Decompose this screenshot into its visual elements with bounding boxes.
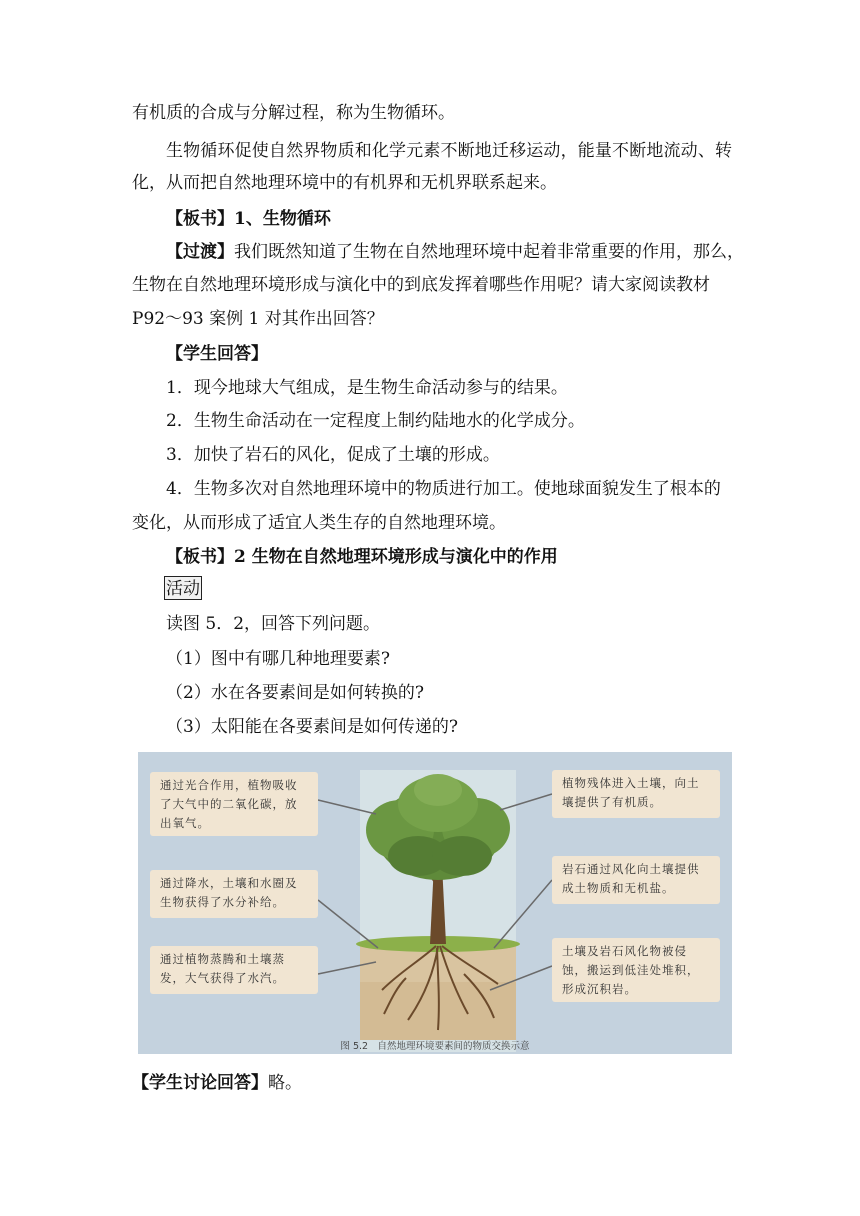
transition-text: 我们既然知道了生物在自然地理环境中起着非常重要的作用，那么， <box>234 242 744 262</box>
figure-material-exchange <box>138 752 732 1054</box>
transition-line3: P92～93 案例 1 对其作出回答？ <box>132 309 384 329</box>
read-figure-instruction: 读图 5．2，回答下列问题。 <box>166 614 381 634</box>
paragraph-bio-cycle-definition: 有机质的合成与分解过程，称为生物循环。 <box>132 103 455 123</box>
activity-label: 活动 <box>164 576 202 600</box>
callout-rock-weathering: 岩石通过风化向土壤提供成土物质和无机盐。 <box>552 856 720 904</box>
student-answer-title: 【学生回答】 <box>166 344 268 364</box>
discussion-text: 略。 <box>268 1073 302 1093</box>
callout-transpiration: 通过植物蒸腾和土壤蒸发，大气获得了水汽。 <box>150 946 318 994</box>
answer-item-2: 2．生物生命活动在一定程度上制约陆地水的化学成分。 <box>166 411 585 431</box>
paragraph-text: 生物循环促使自然界物质和化学元素不断地迁移运动，能量不断地流动、转 <box>166 141 732 161</box>
question-2: （2）水在各要素间是如何转换的? <box>166 683 424 703</box>
callout-erosion-deposition: 土壤及岩石风化物被侵蚀，搬运到低洼处堆积，形成沉积岩。 <box>552 938 720 1002</box>
callout-plant-residue: 植物残体进入土壤，向土壤提供了有机质。 <box>552 770 720 818</box>
answer-item-4-line1: 4．生物多次对自然地理环境中的物质进行加工。使地球面貌发生了根本的 <box>166 479 721 499</box>
discussion-tag: 【学生讨论回答】 <box>132 1073 268 1093</box>
answer-item-4-line2: 变化，从而形成了适宜人类生存的自然地理环境。 <box>132 513 506 533</box>
figure-caption: 图 5.2 自然地理环境要素间的物质交换示意 <box>340 1041 530 1052</box>
transition-line2: 生物在自然地理环境形成与演化中的到底发挥着哪些作用呢？请大家阅读教材 <box>132 275 710 295</box>
board-heading-1: 【板书】1、生物循环 <box>166 209 331 229</box>
answer-item-1: 1．现今地球大气组成，是生物生命活动参与的结果。 <box>166 378 568 398</box>
callout-precipitation: 通过降水，土壤和水圈及生物获得了水分补给。 <box>150 870 318 918</box>
paragraph-bio-cycle-effect-line1 <box>166 140 732 162</box>
transition-tag: 【过渡】 <box>166 242 234 262</box>
discussion-line <box>132 1072 732 1094</box>
transition-line1 <box>166 241 744 263</box>
answer-item-3: 3．加快了岩石的风化，促成了土壤的形成。 <box>166 445 500 465</box>
paragraph-bio-cycle-effect-line2: 化，从而把自然地理环境中的有机界和无机界联系起来。 <box>132 173 557 193</box>
question-3: （3）太阳能在各要素间是如何传递的? <box>166 717 458 737</box>
board-heading-2: 【板书】2 生物在自然地理环境形成与演化中的作用 <box>166 547 558 567</box>
callout-photosynthesis: 通过光合作用，植物吸收了大气中的二氧化碳，放出氧气。 <box>150 772 318 836</box>
question-1: （1）图中有哪几种地理要素? <box>166 649 390 669</box>
